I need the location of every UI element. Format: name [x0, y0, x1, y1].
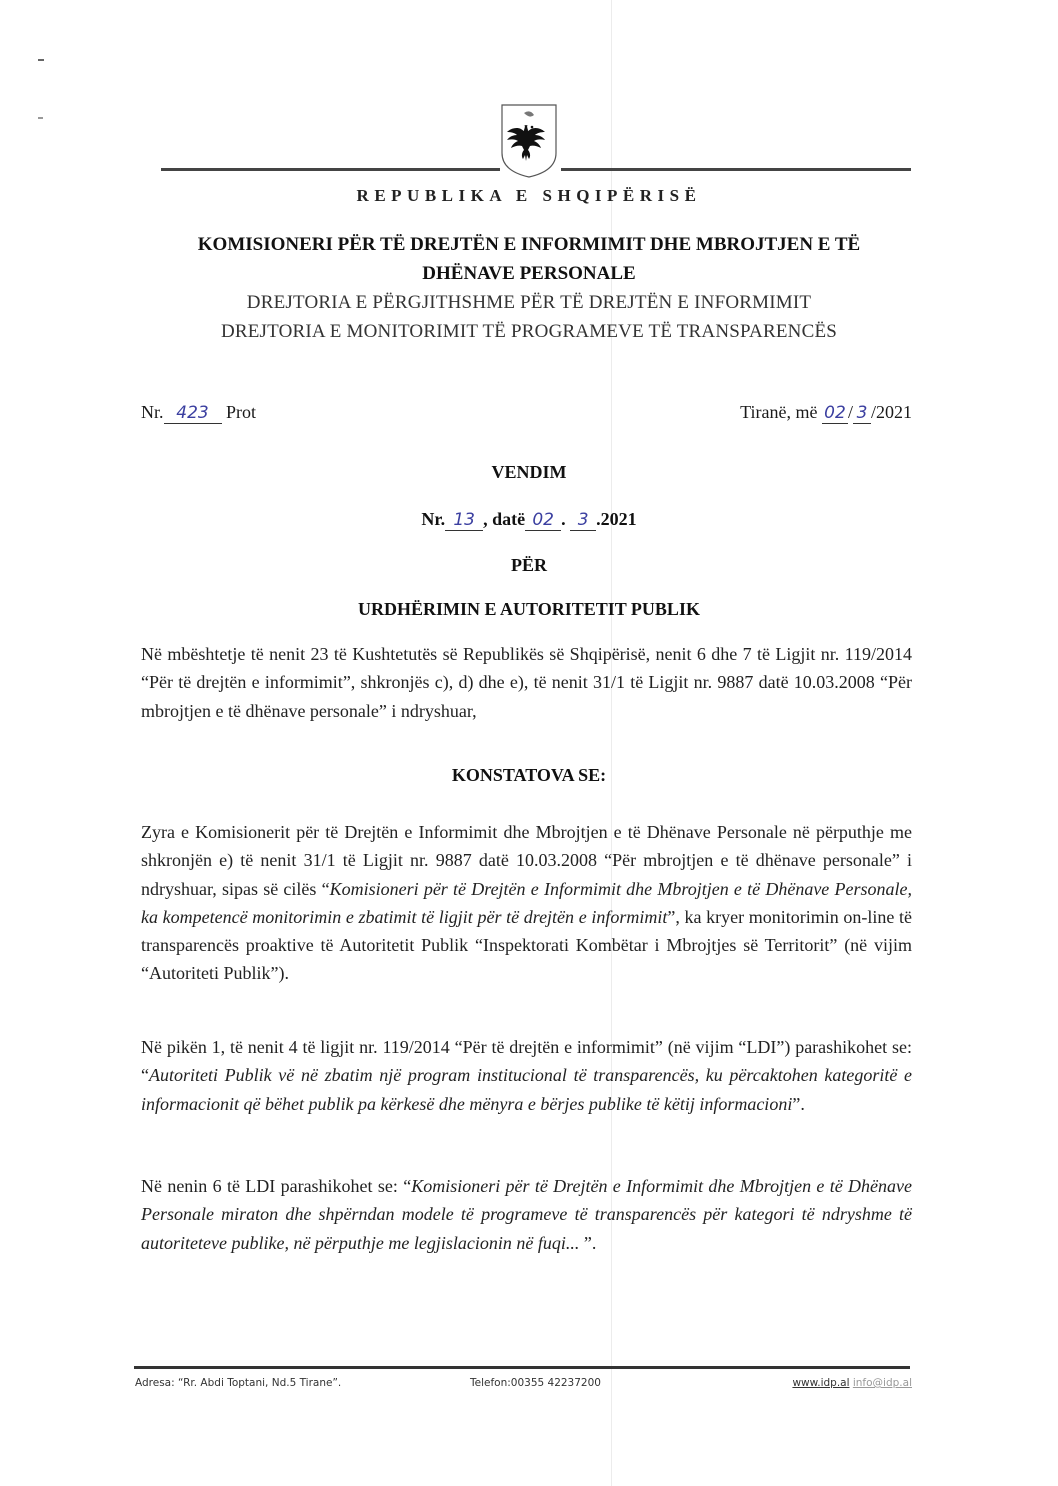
website-link[interactable]: www.idp.al	[792, 1377, 850, 1389]
institution-line-1: KOMISIONERI PËR TË DREJTËN E INFORMIMIT DHE MBROJTJEN E TË	[197, 234, 861, 255]
legal-basis-paragraph: Në mbështetje të nenit 23 të Kushtetutës së Republikës së Shqipërisë, nenit 6 dhe 7 të Ligjit nr. 119/2014 “Për të drejtën e informimit”, shkronjës c), d) dhe e), të nenit 31/1 të Ligjit nr. 9887 datë 10.03.2008 “Për mbrojtjen e të dhënave personale” i ndryshuar,	[141, 644, 912, 721]
paragraph-text: Në nenin 6 të LDI parashikohet se: “	[141, 1176, 412, 1196]
protocol-prefix: Nr.	[141, 402, 164, 422]
finding-paragraph-1	[141, 818, 912, 988]
paragraph-text: Zyra e Komisionerit për të Drejtën e Informimit dhe Mbrojtjen e të Dhënave Personale në përputhje me shkronjën e) të nenit 31/1 të Ligjit nr. 9887 datë 10.03.2008 “Për mbrojtjen e të dhënave personale” i ndryshuar, sipas së cilës “	[141, 822, 912, 899]
protocol-number-handwritten: 423	[164, 403, 222, 424]
finding-paragraph-2	[141, 1033, 912, 1118]
paragraph-text: ”.	[579, 1232, 597, 1253]
date-day-handwritten: 02	[822, 403, 848, 424]
paragraph-text: Në pikën 1, të nenit 4 të ligjit nr. 119/2014 “Për të drejtën e informimit” (në vijim “LDI”) parashikohet se: “	[141, 1037, 912, 1086]
finding-paragraph-3	[141, 1172, 912, 1257]
decision-month-handwritten: 3	[570, 510, 596, 531]
decision-number-line: Nr. 13 , datë 02 . 3 .2021	[421, 509, 637, 530]
albanian-coat-of-arms-icon	[500, 103, 558, 179]
decision-day-handwritten: 02	[525, 510, 561, 531]
place-prefix: Tiranë, më	[740, 402, 818, 422]
quoted-law-text: Autoriteti Publik vë në zbatim një program institucional të transparencës, ku përcaktohen kategoritë e informacionit që bëhet publik pa kërkesë dhe mënyra e bërjes publike të këtij informacioni	[141, 1065, 912, 1114]
directorate: DREJTORIA E MONITORIMIT TË PROGRAMEVE TË TRANSPARENCËS	[220, 321, 838, 342]
paragraph-text: ”.	[792, 1093, 805, 1114]
footer-address: Adresa: “Rr. Abdi Toptani, Nd.5 Tirane”.	[135, 1377, 342, 1389]
header-rule-left	[161, 168, 500, 171]
decision-per: PËR	[511, 555, 547, 575]
decision-title: VENDIM	[491, 462, 567, 482]
place-date: Tiranë, më 02 / 3 /2021	[740, 402, 912, 423]
paragraph-text: ”, ka kryer monitorimin on-line të transparencës proaktive të Autoritetit Publik “Inspektorati Kombëtar i Mbrojtjes së Territorit” (në vijim “Autoriteti Publik”).	[141, 906, 913, 984]
footer-contact	[792, 1377, 912, 1389]
email-link[interactable]: info@idp.al	[852, 1377, 912, 1389]
footer-rule	[134, 1366, 910, 1369]
date-month-handwritten: 3	[853, 403, 871, 424]
header-rule-right	[561, 168, 911, 171]
quoted-law-text: Komisioneri për të Drejtën e Informimit dhe Mbrojtjen e të Dhënave Personale, ka kompetencë monitorimin e zbatimit të ligjit për të drejtën e informimit	[141, 878, 912, 927]
institution-line-2: DHËNAVE PERSONALE	[422, 263, 636, 284]
decision-nr-prefix: Nr.	[421, 509, 446, 529]
decision-year: .2021	[596, 509, 637, 529]
decision-number-handwritten: 13	[445, 510, 483, 531]
decision-date-prefix: , datë	[483, 509, 526, 529]
decision-subject: URDHËRIMIN E AUTORITETIT PUBLIK	[358, 599, 700, 619]
footer-phone: Telefon:00355 42237200	[470, 1377, 601, 1389]
scan-speck	[38, 59, 44, 61]
quoted-law-text: Komisioneri për të Drejtën e Informimit dhe Mbrojtjen e të Dhënave Personale miraton dhe shpërndan modele të programeve të transparencës për kategori të ndryshme të autoriteteve publike, në përputhje me legjislacionin në fuqi...	[141, 1176, 912, 1253]
protocol-number	[141, 402, 256, 424]
country-title: REPUBLIKA E SHQIPËRISË	[356, 186, 702, 205]
protocol-suffix: Prot	[226, 402, 257, 422]
scan-fold-line	[611, 0, 612, 1486]
findings-heading: KONSTATOVA SE:	[451, 765, 607, 785]
date-year: /2021	[870, 402, 912, 422]
directorate-general: DREJTORIA E PËRGJITHSHME PËR TË DREJTËN E INFORMIMIT	[246, 292, 812, 313]
scan-speck	[38, 117, 43, 119]
